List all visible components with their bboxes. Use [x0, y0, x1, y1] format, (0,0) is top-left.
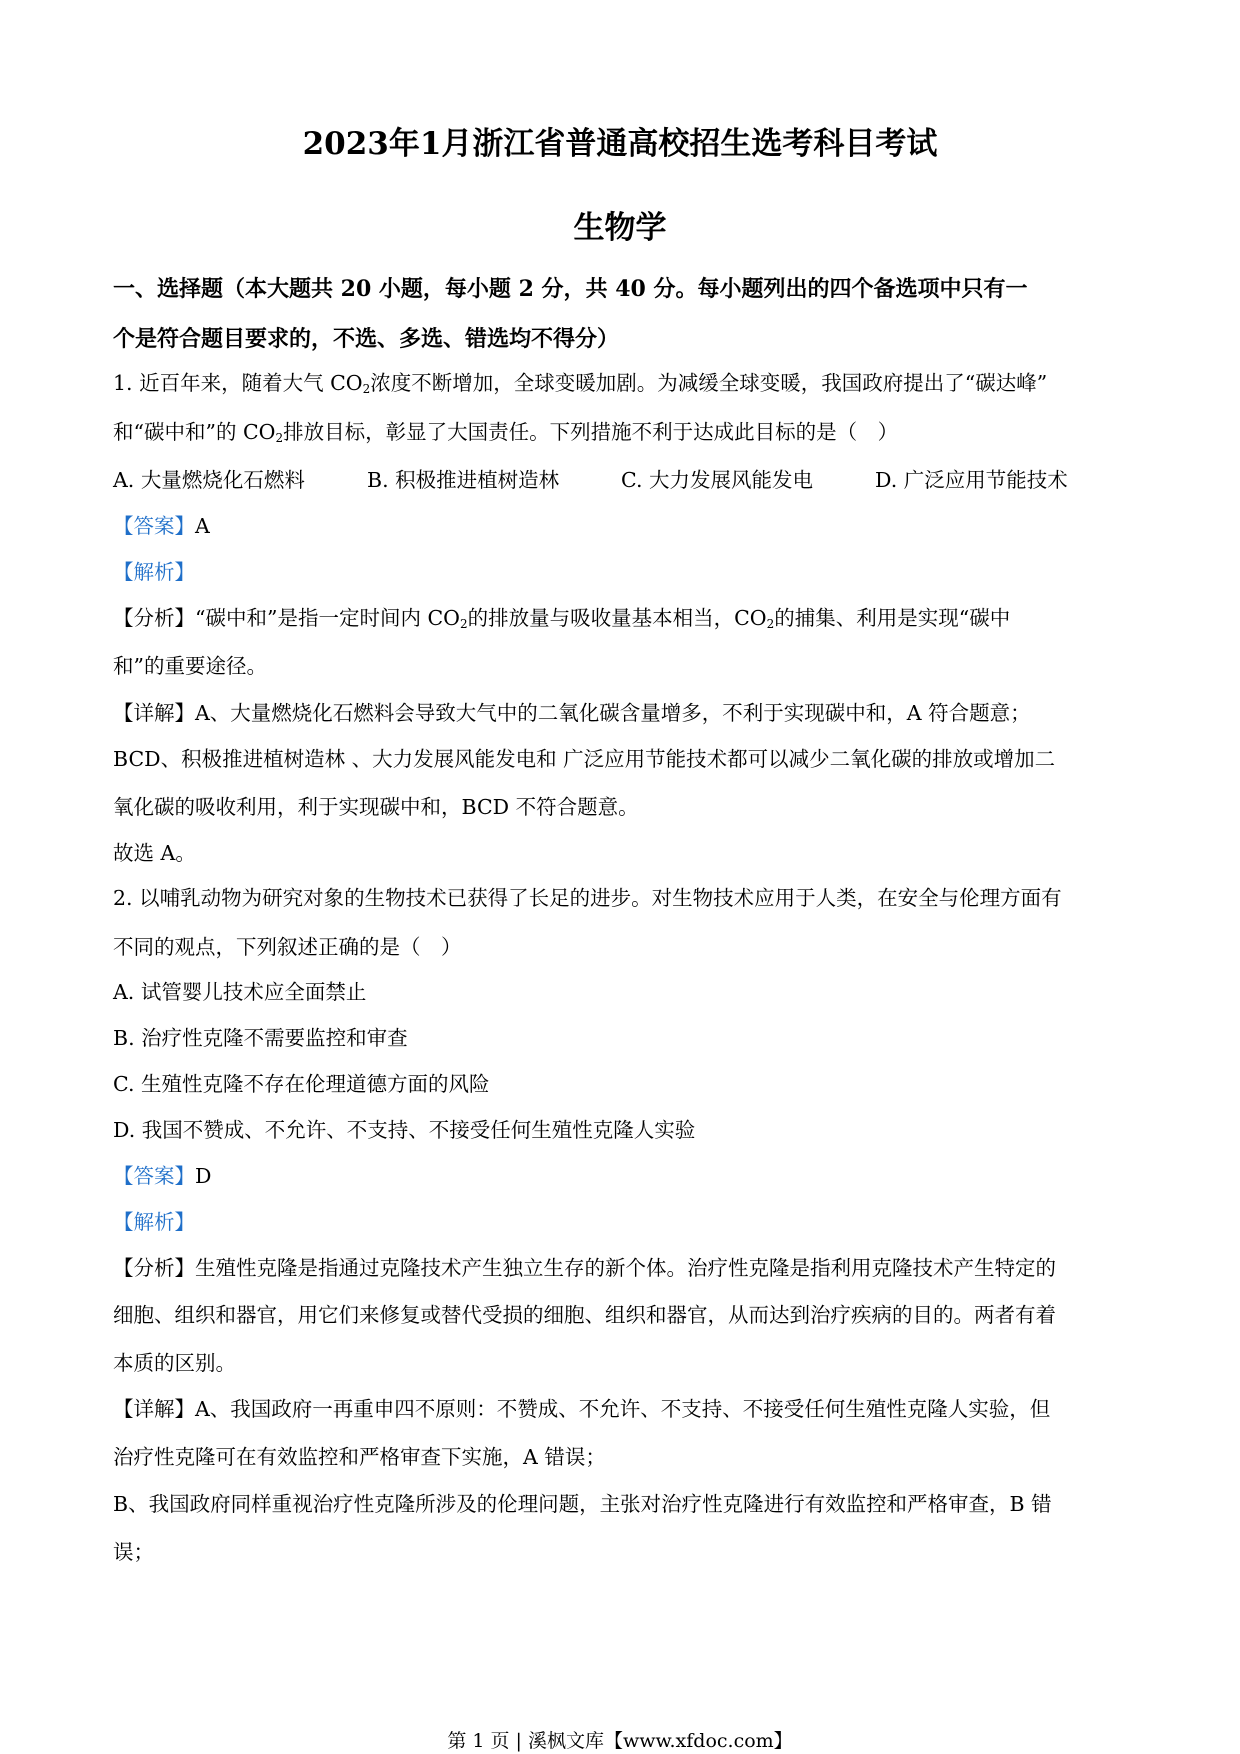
page-subtitle: 生物学 [573, 210, 667, 246]
q2-fenxi-line-1: 【分析】生殖性克隆是指通过克隆技术产生独立生存的新个体。治疗性克隆是指利用克隆技术产生特定的 [113, 1256, 1056, 1280]
q1-detail-line-2: BCD、积极推进植树造林 、大力发展风能发电和 广泛应用节能技术都可以减少二氧化碳的排放或增加二 [113, 747, 1056, 771]
q1-stem-line-2: 和“碳中和”的 $CO_2$排放目标，彰显了大国责任。下列措施不利于达成此目标的是（ ） [113, 420, 899, 445]
q2-detail-line-2: 治疗性克隆可在有效监控和严格审查下实施，A 错误； [113, 1445, 606, 1469]
section-heading-line-1: 一、选择题（本大题共 20 小题，每小题 2 分，共 40 分。每小题列出的四个备选项中只有一 [113, 276, 1028, 302]
q2-stem-line-1: 2. 以哺乳动物为研究对象的生物技术已获得了长足的进步。对生物技术应用于人类，在安全与伦理方面有 [113, 886, 1062, 910]
q1-option-b: B. 积极推进植树造林 [367, 468, 560, 492]
page-footer: 第 1 页 | 溪枫文库【www.xfdoc.com】 [447, 1730, 793, 1752]
q1-detail-line-1: 【详解】A、大量燃烧化石燃料会导致大气中的二氧化碳含量增多，不利于实现碳中和，A 符合题意； [113, 701, 1031, 725]
q1-fenxi-line-1: 【分析】“碳中和”是指一定时间内 $CO_2$的排放量与吸收量基本相当，$CO_2$的捕集、利用是实现“碳中 [113, 606, 1011, 631]
section-heading-line-2: 个是符合题目要求的，不选、多选、错选均不得分） [113, 326, 620, 352]
page-title: 2023年1月浙江省普通高校招生选考科目考试 [302, 126, 938, 162]
q2-option-d: D. 我国不赞成、不允许、不支持、不接受任何生殖性克隆人实验 [113, 1118, 696, 1142]
q2-answer: 【答案】D [113, 1164, 212, 1188]
q2-fenxi-line-3: 本质的区别。 [113, 1351, 236, 1375]
q2-option-b: B. 治疗性克隆不需要监控和审查 [113, 1026, 408, 1050]
q2-option-c: C. 生殖性克隆不存在伦理道德方面的风险 [113, 1072, 490, 1096]
q2-analysis-label: 【解析】 [113, 1210, 195, 1234]
q1-detail-line-3: 氧化碳的吸收利用，利于实现碳中和，BCD 不符合题意。 [113, 795, 639, 819]
q1-conclusion: 故选 A。 [113, 841, 196, 865]
q1-option-a: A. 大量燃烧化石燃料 [113, 468, 305, 492]
q1-analysis-label: 【解析】 [113, 560, 195, 584]
q1-options [113, 465, 1133, 495]
q2-option-a: A. 试管婴儿技术应全面禁止 [113, 980, 367, 1004]
section-heading [113, 264, 1133, 364]
q1-answer: 【答案】A [113, 514, 210, 538]
q2-fenxi-line-2: 细胞、组织和器官，用它们来修复或替代受损的细胞、组织和器官，从而达到治疗疾病的目的。两者有着 [113, 1303, 1056, 1327]
q2-detail-line-4: 误； [113, 1540, 154, 1564]
q1-fenxi-line-2: 和”的重要途径。 [113, 654, 267, 678]
q2-stem-line-2: 不同的观点，下列叙述正确的是（ ） [113, 935, 462, 959]
q2-detail-line-3: B、我国政府同样重视治疗性克隆所涉及的伦理问题，主张对治疗性克隆进行有效监控和严格审查，B 错 [113, 1492, 1052, 1516]
q1-option-c: C. 大力发展风能发电 [621, 468, 813, 492]
q1-stem-line-1: 1. 近百年来，随着大气 $CO_2$浓度不断增加，全球变暖加剧。为减缓全球变暖，我国政府提出了“碳达峰” [113, 371, 1048, 396]
q2-detail-line-1: 【详解】A、我国政府一再重申四不原则：不赞成、不允许、不支持、不接受任何生殖性克隆人实验，但 [113, 1397, 1051, 1421]
q1-option-d: D. 广泛应用节能技术 [875, 468, 1068, 492]
